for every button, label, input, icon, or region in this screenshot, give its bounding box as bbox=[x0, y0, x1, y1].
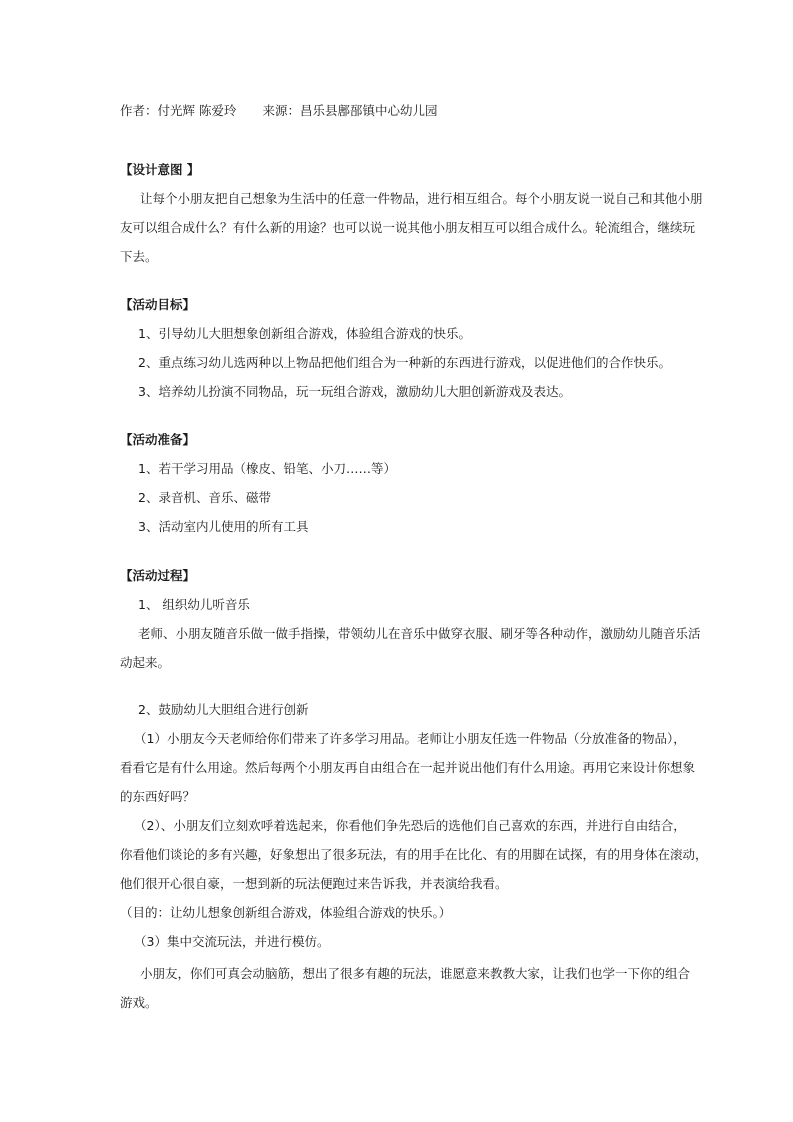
author-label: 作者： bbox=[120, 103, 158, 118]
paragraph-line: 让每个小朋友把自己想象为生活中的任意一件物品，进行相互组合。每个小朋友说一说自己和其他小朋 bbox=[140, 191, 703, 206]
paragraph-line: 友可以组合成什么？有什么新的用途？也可以说一说其他小朋友相互可以组合成什么。轮流组合，继续玩 bbox=[120, 220, 696, 235]
paragraph-line: （1）小朋友今天老师给你们带来了许多学习用品。老师让小朋友任选一件物品（分放准备的物品）， bbox=[134, 731, 686, 746]
section-heading-goals: 【活动目标】 bbox=[120, 297, 196, 312]
section-heading-design-intent: 【设计意图 】 bbox=[120, 162, 200, 177]
paragraph-line: 的东西好吗？ bbox=[120, 789, 196, 804]
paragraph-line: 你看他们谈论的多有兴趣，好象想出了很多玩法，有的用手在比化、有的用脚在试探，有的用身体在滚动， bbox=[120, 847, 708, 862]
list-item: 3、活动室内儿使用的所有工具 bbox=[138, 519, 309, 534]
list-item: 2、录音机、音乐、磁带 bbox=[138, 490, 271, 505]
paragraph-line: （2）、小朋友们立刻欢呼着选起来，你看他们争先恐后的选他们自己喜欢的东西，并进行自由结合， bbox=[134, 818, 686, 833]
purpose-note: （目的：让幼儿想象创新组合游戏，体验组合游戏的快乐。） bbox=[120, 905, 452, 920]
source-name: 昌乐县鄌郚镇中心幼儿园 bbox=[300, 103, 438, 118]
byline bbox=[120, 102, 438, 120]
section-heading-preparation: 【活动准备】 bbox=[120, 432, 196, 447]
list-item: 2、重点练习幼儿选两种以上物品把他们组合为一种新的东西进行游戏，以促进他们的合作快乐。 bbox=[138, 355, 671, 370]
step-title: 2、鼓励幼儿大胆组合进行创新 bbox=[138, 702, 309, 717]
list-item: 3、培养幼儿扮演不同物品，玩一玩组合游戏，激励幼儿大胆创新游戏及表达。 bbox=[138, 384, 571, 399]
step-subtitle: （3）集中交流玩法，并进行模仿。 bbox=[134, 934, 330, 949]
list-item: 1、引导幼儿大胆想象创新组合游戏，体验组合游戏的快乐。 bbox=[138, 326, 471, 341]
paragraph-line: 看看它是有什么用途。然后每两个小朋友再自由组合在一起并说出他们有什么用途。再用它来设计你想象 bbox=[120, 760, 696, 775]
list-item: 1、若干学习用品（橡皮、铅笔、小刀……等） bbox=[138, 461, 396, 476]
author-names: 付光辉 陈爱玲 bbox=[157, 103, 237, 118]
paragraph-line: 老师、小朋友随音乐做一做手指操，带领幼儿在音乐中做穿衣服、刷牙等各种动作，激励幼儿随音乐活 bbox=[138, 626, 701, 641]
paragraph-line: 下去。 bbox=[120, 249, 158, 264]
source-label: 来源： bbox=[262, 103, 301, 118]
paragraph-line: 游戏。 bbox=[120, 995, 158, 1010]
paragraph-line: 动起来。 bbox=[120, 655, 171, 670]
step-title: 1、 组织幼儿听音乐 bbox=[138, 597, 250, 612]
section-heading-process: 【活动过程】 bbox=[120, 568, 196, 583]
paragraph-line: 他们很开心很自豪，一想到新的玩法便跑过来告诉我，并表演给我看。 bbox=[120, 876, 508, 891]
paragraph-line: 小朋友，你们可真会动脑筋，想出了很多有趣的玩法，谁愿意来教教大家，让我们也学一下你的组合 bbox=[140, 966, 691, 981]
